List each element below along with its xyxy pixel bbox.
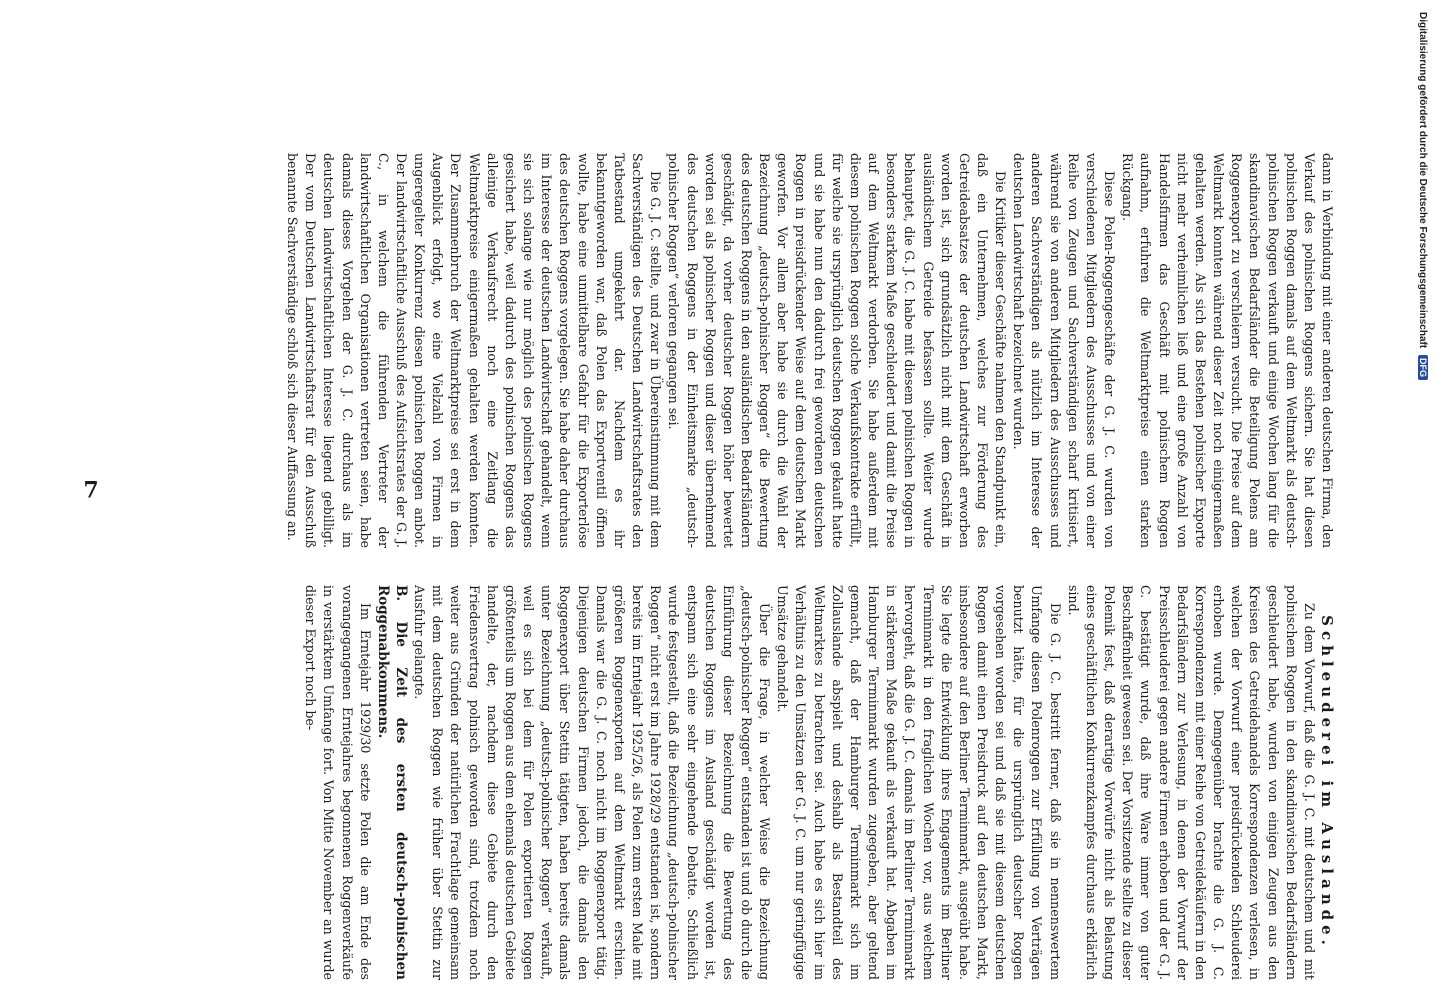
right-paragraph: Über die Frage, in welcher Weise die Bezeichnung „deutsch-polnischer Roggen“ entstanden ist und ob durch die Einführung dieser Bezeichnung die Bewertung des deutschen Roggens im Ausland geschädigt worden ist, entspann sich eine sehr eingehende Debatte. Schließlich wurde festgestellt, daß die Bezeichnung „deutsch-polnischer Roggen“ nicht erst im Jahre 1928/29 entstanden ist, sondern bereits im Erntejahr 1925/26, als Polen zum ersten Male mit größeren Roggenexporten auf dem Weltmarkt erschien. Damals war die G. J. C. noch nicht im Roggenexport tätig. Diejenigen deutschen Firmen jedoch, die damals den Roggenexport über Stettin tätigten, haben bereits damals unter Bezeichnung „deutsch-polnischer Roggen“ verkauft, weil es sich bei dem für Polen exportierten Roggen größtenteils um Roggen aus dem ehemals deutschen Gebiete handelte, der, nachdem diese Gebiete durch den Friedensvertrag polnisch geworden sind, trotzdem noch weiter aus Gründen der natürlichen Frachtlage gemeinsam mit dem deutschen Roggen wie früher über Stettin zur Ausfuhr gelangte. xyxy=(412,585,773,980)
section-title: Schleuderei im Auslande. xyxy=(1318,615,1336,950)
dfg-logo: DFG xyxy=(1418,355,1428,380)
digitization-notice xyxy=(1417,12,1428,380)
left-column xyxy=(283,153,1336,548)
right-paragraph: Zu dem Vorwurf, daß die G. J. C. mit deutschem und mit polnischem Roggen in den skandinavischen Bedarfsländern geschleudert habe, wurden von einigen Zeugen aus den Kreisen des Getreidehandels Korrespondenzen verlesen, in welchen der Vorwurf einer preisdrückenden Schleuderei erhoben wurde. Demgegenüber brachte die G. J. C. Korrespondenzen mit einer Reihe von Getreidekäufern in den Bedarfsländern zur Verlesung, in denen der Vorwurf der Preisschleuderei gegen andere Firmen erhoben und der G. J. C. bestätigt wurde, daß ihre Ware immer von guter Beschaffenheit gewesen sei. Der Vorsitzende stellte zu dieser Polemik fest, daß derartige Vorwürfe nicht als Belastung eines geschäftlichen Konkurrenzkampfes durchaus erklärlich sind. xyxy=(1065,585,1317,980)
left-paragraph: Diese Polen-Roggengeschäfte der G. J. C. wurden von verschiedenen Mitgliedern des Ausschusses und von einer Reihe von Zeugen und Sachverständigen scharf kritisiert, während sie von anderen Mitgliedern des Ausschusses und anderen Sachverständigen als nützlich im Interesse der deutschen Landwirtschaft bezeichnet wurden. xyxy=(1011,153,1118,548)
left-paragraph: dann in Verbindung mit einer anderen deutschen Firma, den Verkauf des polnischen Roggens sichern. Sie hat diesen polnischen Roggen damals auf dem Weltmarkt als deutsch-polnischen Roggen verkauft und einige Wochen lang für die skandinavischen Bedarfsländer die Beteiligung Polens am Roggenexport zu verschleiern versucht. Die Preise auf dem Weltmarkt konnten während dieser Zeit noch einigermaßen gehalten werden. Als sich das Bestehen polnischer Exporte nicht mehr verheimlichen ließ und eine große Anzahl von Handelsfirmen das Geschäft mit polnischem Roggen aufnahm, erfuhren die Weltmarktpreise einen starken Rückgang. xyxy=(1120,153,1335,548)
left-paragraph: Die G. J. C. stellte, und zwar in Übereinstimmung mit dem Sachverständigen des Deutschen Landwirtschaftsrates den Tatbestand umgekehrt dar. Nachdem es ihr bekanntgeworden war, daß Polen das Exportventil öffnen wollte, habe eine unmittelbare Gefahr für die Exporterlöse des deutschen Roggens vorgelegen. Sie habe daher durchaus im Interesse der deutschen Landwirtschaft gehandelt, wenn sie sich solange wie nur möglich des polnischen Roggens gesichert habe, weil dadurch des polnischen Roggens das alleinige Verkaufsrecht noch eine Zeitlang die Weltmarktpreise einigermaßen gehalten werden konnten. Der Zusammenbruch der Weltmarktpreise sei erst in dem Augenblick erfolgt, wo eine Vielzahl von Firmen in ungeregelter Konkurrenz diesen polnischen Roggen anbot. Der landwirtschaftliche Ausschuß des Aufsichtsrates der G. J. C., in welchem die führenden Vertreter der landwirtschaftlichen Organisationen vertreten seien, habe damals dieses Vorgehen der G. J. C. durchaus als im deutschen landwirtschaftlichen Interesse liegend gebilligt. Der vom Deutschen Landwirtschaftsrat für den Ausschuß benannte Sachverständige schloß sich dieser Auffassung an. xyxy=(285,153,664,548)
subsection-title: B. Die Zeit des ersten deutsch-polnischen Roggenabkommens. xyxy=(374,585,410,980)
digitization-sidebar xyxy=(1408,12,1428,932)
right-column xyxy=(301,585,1336,980)
digitization-text: Digitalisierung gefördert durch die Deutsche Forschungsgemeinschaft xyxy=(1417,12,1428,349)
right-paragraph: Im Erntejahr 1929/30 setzte Polen die am Ende des vorangegangenen Erntejahres begonnenen Roggenverkäufe in verstärktem Umfange fort. Von Mitte November an wurde dieser Export noch be- xyxy=(303,585,373,980)
left-paragraph: Die Kritiker dieser Geschäfte nahmen den Standpunkt ein, daß ein Unternehmen, welches zur Förderung des Getreideabsatzes der deutschen Landwirtschaft erworben worden ist, sich grundsätzlich nicht mit dem Geschäft in ausländischem Getreide befassen sollte. Weiter wurde behauptet, die G. J. C. habe mit diesem polnischen Roggen in besonders starkem Maße geschleudert und damit die Preise auf dem Weltmarkt verdorben. Sie habe außerdem mit diesem polnischen Roggen solche Verkaufskontrakte erfüllt, für welche sie ursprünglich deutschen Roggen gekauft hatte und sie habe nun den dadurch frei gewordenen deutschen Roggen in preisdrückender Weise auf dem deutschen Markt geworfen. Vor allem aber habe sie durch die Wahl der Bezeichnung „deutsch-polnischer Roggen“ die Bewertung des deutschen Roggens in den ausländischen Bedarfsländern geschädigt, da vorher deutscher Roggen höher bewertet worden sei als polnischer Roggen und dieser übernehmend des deutschen Roggens in der Einheitsmarke „deutsch-polnischer Roggen“ verloren gegangen sei. xyxy=(666,153,1009,548)
page-number: 7 xyxy=(83,477,99,504)
right-paragraph: Die G. J. C. bestritt ferner, daß sie in nennenswertem Umfange diesen Polenroggen zur Erfüllung von Verträgen benutzt hätte, für die ursprünglich deutscher Roggen vorgesehen worden sei und daß sie mit diesem deutschen Roggen damit einen Preisdruck auf den deutschen Markt, insbesondere auf den Berliner Terminmarkt, ausgeübt habe. Sie legte die Entwicklung ihres Engagements im Berliner Terminmarkt in den fraglichen Wochen vor, aus welchem hervorgeht, daß die G. J. C. damals im Berliner Terminmarkt in stärkerem Maße gekauft als verkauft hat. Abgaben im Hamburger Terminmarkt wurden zugegeben, aber geltend gemacht, daß der Hamburger Terminmarkt sich im Zollauslande abspielt und deshalb als Bestandteil des Weltmarktes zu betrachten sei. Auch habe es sich hier im Verhältnis zu den Umsätzen der G. J. C. um nur geringfügige Umsätze gehandelt. xyxy=(775,585,1063,980)
